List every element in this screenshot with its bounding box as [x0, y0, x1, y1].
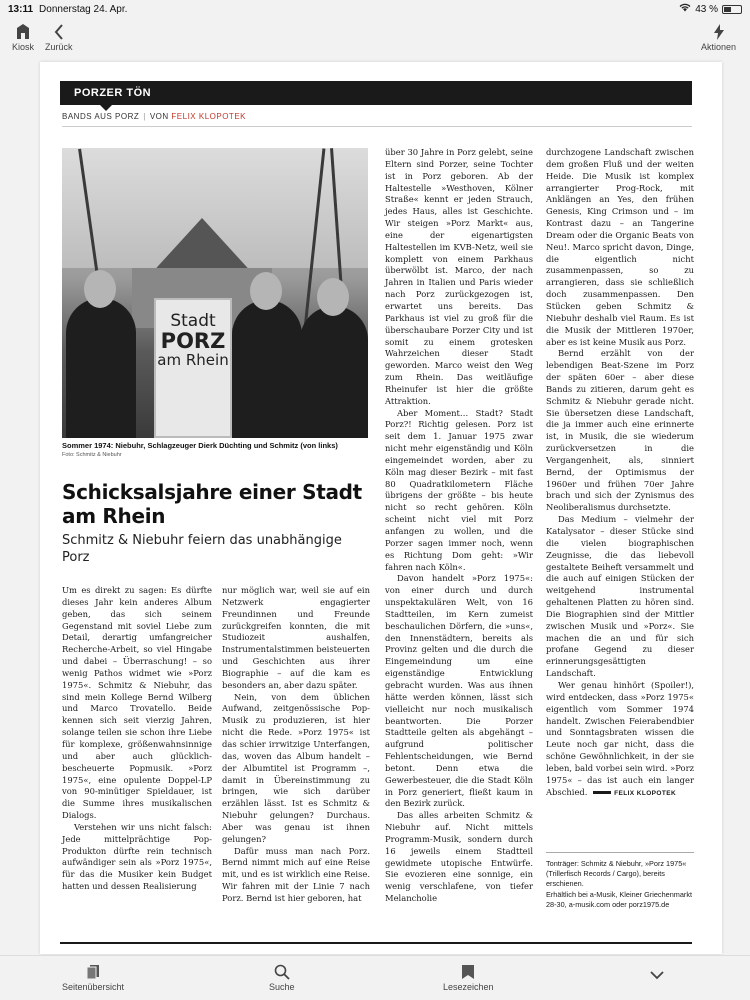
paragraph-last: [546, 680, 694, 799]
status-right: [679, 3, 742, 15]
chevron-left-icon: [54, 22, 64, 42]
info-rule: [546, 852, 694, 853]
section-subhead: [62, 112, 246, 121]
chevron-down-icon: [649, 970, 665, 982]
author-signature: [590, 790, 676, 797]
bookmarks-label: Lesezeichen: [443, 982, 494, 992]
section-bar-notch: [100, 105, 112, 111]
collapse-toolbar-button[interactable]: [649, 970, 665, 982]
battery-fill: [724, 7, 731, 12]
photo-person: [300, 306, 368, 438]
kiosk-icon: [16, 22, 30, 42]
actions-label: Aktionen: [701, 42, 737, 52]
battery-percent: 43 %: [695, 3, 718, 15]
section-title: PORZER TÖN: [74, 87, 152, 99]
info-line: Tonträger: Schmitz & Niebuhr, »Porz 1975« (Trillerfisch Records / Cargo), bereits erschienen.: [546, 859, 687, 889]
photo-person: [232, 300, 302, 438]
section-subtitle: BANDS AUS PORZ: [62, 112, 140, 121]
article-photo: [62, 148, 368, 438]
bookmarks-icon: [460, 964, 476, 982]
pages-icon: [85, 964, 101, 982]
paragraph: nur möglich war, weil sie auf ein Netzwerk engagierter Freundinnen und Freunde zurückgreifen konnten, die mit Studiozeit aushalfen, Instrumentalstimmen beisteuerten und Geschichten aus ihrer Biographie – auf die kam es besonders an, aber dazu später.: [222, 585, 371, 690]
subhead-rule: [62, 126, 692, 127]
bottom-toolbar: [0, 955, 750, 1000]
search-button[interactable]: [269, 964, 295, 992]
byline-author: FELIX KLOPOTEK: [171, 112, 246, 121]
text-column-3: [385, 147, 533, 905]
sign-line-3: am Rhein: [157, 351, 229, 369]
actions-button[interactable]: [701, 22, 736, 52]
release-info-box: [546, 852, 694, 910]
photo-head: [84, 270, 116, 308]
text-column-4: [546, 147, 694, 799]
paragraph: Verstehen wir uns nicht falsch: Jede mittelprächtige Pop-Produkton dürfte rein technisch aufwändiger sein als »Porz 1975«, für das die Musiker kein Budget hatten und dessen Realisierung: [62, 821, 212, 892]
status-bar: [0, 0, 750, 18]
paragraph: Das alles arbeiten Schmitz & Niebuhr auf. Nicht mittels Programm-Musik, sondern durch 16 jeweils einem Stadtteil gewidmete utopische Entwürfe. Sie evozieren eine sonnige, ein wenig verschlafene, von tiefer Melancholie: [385, 810, 533, 904]
back-label: Zurück: [45, 42, 73, 52]
paragraph: über 30 Jahre in Porz gelebt, seine Eltern sind Porzer, seine Tochter ist in Porz geboren. Ab der Haltestelle »Westhoven, Kölner Straße« kennt er jeden Strauch, jedes Haus, alles ist Geschichte. Wir steigen »Porz Markt« aus, eine der eigenartigsten Haltestellen im KVB-Netz, weil sie komplett von einem Parkhaus überwölbt ist. Marco, der nach Jahren in Italien und Paris wieder nach Porz zurückgezogen ist, erwartet uns bereits. Das Parkhaus ist viel zu groß für die überschaubare Porzer City und ist somit zu einem grotesken Wahrzeichen dieser Stadt geworden. Marco weist den Weg zum Rhein. Das weitläufige Rheinufer ist hier die größte Attraktion.: [385, 147, 533, 406]
photo-head: [250, 272, 282, 310]
search-label: Suche: [269, 982, 295, 992]
section-bar: [60, 81, 692, 105]
paragraph: Nein, von dem üblichen Aufwand, zeitgenössische Pop-Musik zu produzieren, ist hier nicht die Rede. »Porz 1975« ist das schier irrwitzige Unterfangen, das, woven das Album handelt – der Albumtitel ist Programm –, damit in Übereinstimmung zu bringen, wie sich darüber erzählen lässt. Ist es Schmitz & Niebuhr gelungen? Durchaus. Aber was genau ist ihnen gelungen?: [222, 691, 370, 844]
byline-prefix: VON: [149, 112, 169, 121]
photo-person: [66, 298, 136, 438]
paragraph: Das Medium – vielmehr der Katalysator – dieser Stücke sind die vielen biographischen Zeugnisse, die das liebevoll gestaltete Beiheft versammelt und die auch auf einigen Stücken der weitgehend instrumental gehaltenen Platten zu hören sind. Die Biographien sind der Mittler zwischen Musik und »Porz«. Sie machen die an und für sich profane Gegend zu dieser erinnerungsgesättigten Landschaft.: [546, 514, 694, 679]
text-column-2: [222, 585, 370, 905]
city-sign: [154, 298, 232, 438]
wifi-icon: [679, 3, 691, 15]
magazine-page: [40, 62, 722, 954]
paragraph: Davon handelt »Porz 1975«: von einer durch und durch unspektakulären Welt, von 16 Stadtteilen, im Kern zumeist beschaulichen Dörfern, die »uns«, den Innenstädtern, bereits als Provinz gelten und die durch die Eingemeindung um eine eigenständige Entwicklung gebracht wurden. Was aus ihnen hätte werden können, lässt sich vielleicht nur noch musikalisch beantworten. Die Porzer Stadtteile gelten als abgehängt – aufgrund politischer Fehlentscheidungen, wie Bernd betont. Denn etwa die Gewerbesteuer, die die Stadt Köln in Porz generiert, fließt kaum in den Bezirk zurück.: [385, 573, 533, 809]
kiosk-button[interactable]: [12, 22, 34, 52]
paragraph: Um es direkt zu sagen: Es dürfte dieses Jahr kein anderes Album geben, das sich seinem Gegenstand mit soviel Liebe zum Detail, derartig umfangreicher Recherche-Arbeit, so viel Hingabe und dabei – Überraschung! – so wenig Pathos widmet wie »Porz 1975«. Schmitz & Niebuhr, das sind mein Kollege Bernd Wilberg und Marco Trovatello. Beide kennen sich seit vierzig Jahren, solange teilen sie schon ihre Liebe für komplexe, größenwahnsinnige und aber auch glücklich-bescheuerte Popmusik. »Porz 1975«, eine opulente Doppel-LP von 90-minütiger Spieldauer, ist die Summe ihres musikalischen Dialogs.: [62, 585, 212, 821]
page-overview-button[interactable]: [62, 964, 124, 992]
back-button[interactable]: [45, 22, 73, 52]
text-column-1: [62, 585, 212, 893]
search-icon: [274, 964, 290, 982]
page-overview-label: Seitenübersicht: [62, 982, 125, 992]
sign-line-1: Stadt: [170, 311, 216, 331]
bookmarks-button[interactable]: [443, 964, 494, 992]
paragraph: Aber Moment… Stadt? Stadt Porz?! Richtig gelesen. Porz ist seit dem 1. Januar 1975 zwar nicht mehr eigenständig und Köln eingemeindet worden, aber zu Köln mag dieser Bezirk – mit fast 80 Quadratkilometern Fläche übrigens der größte – bis heute nicht so recht gehören. Köln scheint nicht viel mit Porz anfangen zu wollen, und die Porzer sagen immer noch, wenn es Richtung Dom geht: »Wir fahren nach Köln«.: [385, 407, 533, 572]
signature-name: FELIX KLOPOTEK: [614, 789, 677, 797]
info-line: Erhältlich bei a-Musik, Kleiner Griechenmarkt 28-30, a-musik.com oder porz1975.de: [546, 889, 692, 909]
page-bottom-rule: [60, 942, 692, 944]
top-toolbar: [0, 18, 750, 60]
subhead-separator: |: [143, 112, 146, 121]
paragraph: Dafür muss man nach Porz. Bernd nimmt mich auf eine Reise mit, und es ist wirklich eine Reise. Wir fahren mit der Linie 7 nach Porz. Bernd ist hier geboren, hat: [222, 845, 370, 903]
signature-dash: [593, 791, 611, 794]
article-deck: Schmitz & Niebuhr feiern das unabhängige Porz: [62, 533, 342, 565]
photo-caption: Sommer 1974: Niebuhr, Schlagzeuger Dierk Düchting und Schmitz (von links): [62, 441, 338, 450]
photo-credit: Foto: Schmitz & Niebuhr: [62, 452, 122, 458]
article-headline: Schicksalsjahre einer Stadt am Rhein: [62, 480, 362, 528]
photo-head: [317, 278, 349, 316]
kiosk-label: Kiosk: [12, 42, 35, 52]
battery-icon: [722, 5, 742, 14]
bolt-icon: [713, 22, 725, 42]
status-time: 13:11: [8, 3, 34, 15]
status-date: Donnerstag 24. Apr.: [39, 3, 128, 15]
paragraph: durchzogene Landschaft zwischen dem großen Fluß und der weiten Heide. Die Musik ist komplex arrangierter Prog-Rock, mit Anklängen an Yes, den frühen Genesis, King Crimson und – im Kontrast dazu – an Tangerine Dream oder die Organic Beats von Neu!. Marco spricht davon, Dinge, die eigentlich nicht zusammenpassen, so zu arrangieren, dass sie schließlich doch zusammenpassen. Den Stücken geben Schmitz & Niebuhr deshalb viel Raum. Es ist die Musik der Mittleren 1970er, aber es ist keine Musik aus Porz.: [546, 147, 694, 347]
sign-line-2: PORZ: [160, 329, 226, 353]
paragraph-text: Wer genau hinhört (Spoiler!), wird entdecken, dass »Porz 1975« eigentlich vom Sommer 1974 handelt. Zwischen Feierabendbier und Sonntagsbraten wissen die Leute noch gar nicht, dass die schöne Gewöhnlichkeit, in der sie leben, bald vorbei sein wird. »Porz 1975« – das ist auch ein langer Abschied.: [546, 679, 694, 797]
paragraph: Bernd erzählt von der lebendigen Beat-Szene im Porz der späten 60er – aber diese Bands zu zitieren, darum geht es Schmitz & Niebuhr gerade nicht. Sie übersetzen diese Landschaft, die ja immer auch eine erinnerte ist, in Musik, die sie wiederum zurückversetzen in die Vergangenheit, als, sinniert Bernd, der Optimismus der 1960er und frühen 70er Jahre brach und sich der Zynismus des Neoliberalismus durchsetzte.: [546, 348, 694, 513]
